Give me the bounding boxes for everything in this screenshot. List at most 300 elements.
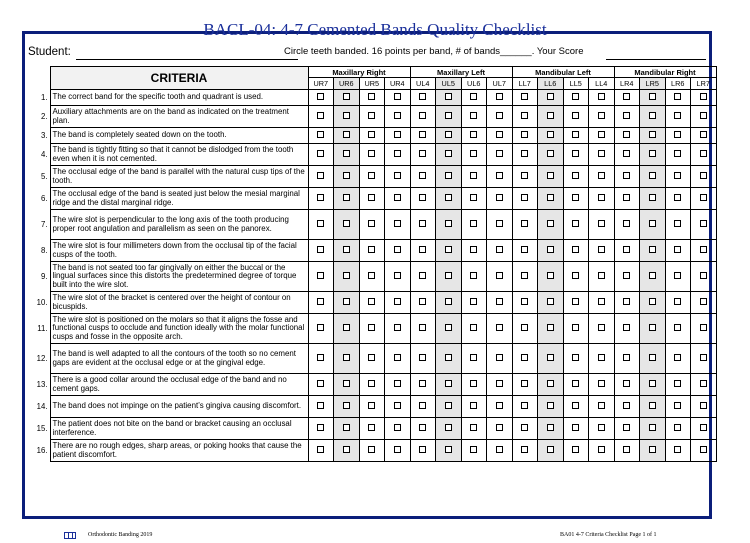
checkbox[interactable] xyxy=(700,446,707,453)
checkbox[interactable] xyxy=(317,112,324,119)
checkbox[interactable] xyxy=(368,194,375,201)
checkbox[interactable] xyxy=(419,380,426,387)
checkbox[interactable] xyxy=(521,324,528,331)
checkbox[interactable] xyxy=(343,446,350,453)
checkbox[interactable] xyxy=(343,112,350,119)
checkbox[interactable] xyxy=(470,194,477,201)
checkbox[interactable] xyxy=(700,131,707,138)
checkbox-cell xyxy=(563,166,589,188)
checkbox[interactable] xyxy=(419,172,426,179)
checkbox[interactable] xyxy=(521,424,528,431)
checkbox[interactable] xyxy=(623,246,630,253)
checkbox[interactable] xyxy=(445,93,452,100)
checkbox-cell xyxy=(385,240,411,262)
checkbox[interactable] xyxy=(572,194,579,201)
checkbox[interactable] xyxy=(649,220,656,227)
checkbox[interactable] xyxy=(394,131,401,138)
checkbox[interactable] xyxy=(674,424,681,431)
checkbox[interactable] xyxy=(368,246,375,253)
checkbox[interactable] xyxy=(547,324,554,331)
checkbox[interactable] xyxy=(445,446,452,453)
checkbox[interactable] xyxy=(343,324,350,331)
checkbox[interactable] xyxy=(368,380,375,387)
checkbox[interactable] xyxy=(317,424,324,431)
checkbox[interactable] xyxy=(368,131,375,138)
checkbox[interactable] xyxy=(598,402,605,409)
checkbox[interactable] xyxy=(317,272,324,279)
checkbox[interactable] xyxy=(598,220,605,227)
checkbox[interactable] xyxy=(317,246,324,253)
checkbox-cell xyxy=(563,344,589,374)
checkbox[interactable] xyxy=(623,272,630,279)
tooth-header[interactable]: UR6 xyxy=(334,78,360,90)
checkbox[interactable] xyxy=(419,272,426,279)
checkbox[interactable] xyxy=(700,298,707,305)
tooth-header[interactable]: LR5 xyxy=(640,78,666,90)
checkbox[interactable] xyxy=(521,150,528,157)
checkbox[interactable] xyxy=(394,220,401,227)
tooth-header[interactable]: LL4 xyxy=(589,78,615,90)
checkbox-cell xyxy=(385,188,411,210)
tooth-header[interactable]: LL6 xyxy=(538,78,564,90)
checkbox[interactable] xyxy=(598,246,605,253)
checkbox[interactable] xyxy=(368,150,375,157)
checkbox[interactable] xyxy=(343,424,350,431)
checkbox[interactable] xyxy=(496,402,503,409)
checkbox[interactable] xyxy=(674,402,681,409)
checkbox[interactable] xyxy=(419,150,426,157)
checkbox[interactable] xyxy=(674,354,681,361)
checkbox[interactable] xyxy=(343,93,350,100)
checkbox[interactable] xyxy=(572,446,579,453)
checkbox[interactable] xyxy=(623,402,630,409)
checkbox[interactable] xyxy=(572,272,579,279)
checkbox[interactable] xyxy=(649,194,656,201)
checkbox-cell xyxy=(589,144,615,166)
checkbox-cell xyxy=(359,262,385,292)
checkbox[interactable] xyxy=(470,424,477,431)
checkbox[interactable] xyxy=(317,380,324,387)
tooth-header[interactable]: LR7 xyxy=(691,78,717,90)
checkbox[interactable] xyxy=(470,402,477,409)
checkbox[interactable] xyxy=(343,131,350,138)
checkbox[interactable] xyxy=(572,112,579,119)
checkbox[interactable] xyxy=(623,424,630,431)
checkbox[interactable] xyxy=(445,194,452,201)
checkbox-cell xyxy=(308,166,334,188)
checkbox[interactable] xyxy=(700,272,707,279)
checkbox[interactable] xyxy=(419,446,426,453)
checkbox[interactable] xyxy=(623,112,630,119)
checkbox[interactable] xyxy=(547,272,554,279)
checkbox[interactable] xyxy=(623,220,630,227)
checkbox[interactable] xyxy=(572,298,579,305)
checkbox[interactable] xyxy=(317,354,324,361)
checkbox[interactable] xyxy=(598,150,605,157)
checkbox[interactable] xyxy=(368,402,375,409)
checkbox[interactable] xyxy=(368,424,375,431)
checkbox-cell xyxy=(334,396,360,418)
checkbox[interactable] xyxy=(317,298,324,305)
checkbox[interactable] xyxy=(419,93,426,100)
checkbox[interactable] xyxy=(623,380,630,387)
checkbox[interactable] xyxy=(419,424,426,431)
checkbox[interactable] xyxy=(623,93,630,100)
checkbox[interactable] xyxy=(700,380,707,387)
checkbox[interactable] xyxy=(547,112,554,119)
checkbox[interactable] xyxy=(496,298,503,305)
checkbox[interactable] xyxy=(598,446,605,453)
checkbox[interactable] xyxy=(368,220,375,227)
score-field[interactable] xyxy=(606,59,706,60)
checkbox[interactable] xyxy=(419,194,426,201)
checkbox-cell xyxy=(665,262,691,292)
checkbox[interactable] xyxy=(419,324,426,331)
checkbox-cell xyxy=(359,240,385,262)
checkbox[interactable] xyxy=(368,93,375,100)
checkbox[interactable] xyxy=(445,354,452,361)
checkbox[interactable] xyxy=(343,172,350,179)
checkbox-cell xyxy=(487,344,513,374)
checkbox[interactable] xyxy=(547,246,554,253)
checkbox[interactable] xyxy=(496,150,503,157)
checkbox[interactable] xyxy=(547,194,554,201)
checkbox[interactable] xyxy=(496,112,503,119)
tooth-header[interactable]: UL7 xyxy=(487,78,513,90)
checkbox[interactable] xyxy=(521,246,528,253)
checkbox[interactable] xyxy=(649,298,656,305)
checkbox[interactable] xyxy=(674,446,681,453)
checkbox[interactable] xyxy=(368,272,375,279)
checkbox[interactable] xyxy=(394,246,401,253)
checkbox[interactable] xyxy=(343,194,350,201)
checkbox-cell xyxy=(691,210,717,240)
tooth-header[interactable]: UR4 xyxy=(385,78,411,90)
checkbox[interactable] xyxy=(343,150,350,157)
checkbox[interactable] xyxy=(317,131,324,138)
checkbox-cell xyxy=(436,396,462,418)
checkbox[interactable] xyxy=(547,424,554,431)
checkbox[interactable] xyxy=(343,246,350,253)
checkbox[interactable] xyxy=(419,354,426,361)
checkbox[interactable] xyxy=(445,131,452,138)
checkbox-cell xyxy=(308,106,334,128)
checkbox[interactable] xyxy=(572,220,579,227)
checkbox[interactable] xyxy=(470,354,477,361)
checkbox[interactable] xyxy=(674,131,681,138)
checkbox[interactable] xyxy=(394,150,401,157)
checkbox[interactable] xyxy=(445,380,452,387)
checkbox[interactable] xyxy=(394,324,401,331)
checkbox[interactable] xyxy=(700,354,707,361)
checkbox[interactable] xyxy=(470,380,477,387)
checkbox[interactable] xyxy=(700,324,707,331)
checkbox[interactable] xyxy=(700,150,707,157)
checkbox[interactable] xyxy=(572,324,579,331)
checkbox[interactable] xyxy=(572,424,579,431)
checkbox[interactable] xyxy=(598,424,605,431)
checkbox[interactable] xyxy=(623,172,630,179)
checkbox-cell xyxy=(385,128,411,144)
checkbox-cell xyxy=(538,210,564,240)
checkbox[interactable] xyxy=(368,324,375,331)
checkbox[interactable] xyxy=(445,112,452,119)
checkbox[interactable] xyxy=(649,93,656,100)
checkbox[interactable] xyxy=(496,324,503,331)
checkbox-cell xyxy=(512,166,538,188)
checkbox[interactable] xyxy=(700,220,707,227)
checkbox[interactable] xyxy=(394,402,401,409)
checkbox[interactable] xyxy=(649,324,656,331)
checkbox[interactable] xyxy=(317,402,324,409)
checkbox[interactable] xyxy=(572,354,579,361)
checkbox[interactable] xyxy=(649,424,656,431)
checkbox[interactable] xyxy=(496,380,503,387)
checkbox[interactable] xyxy=(317,220,324,227)
checkbox[interactable] xyxy=(598,324,605,331)
checkbox[interactable] xyxy=(317,194,324,201)
checkbox[interactable] xyxy=(547,354,554,361)
checkbox[interactable] xyxy=(343,402,350,409)
checkbox[interactable] xyxy=(649,131,656,138)
checkbox[interactable] xyxy=(649,246,656,253)
checkbox[interactable] xyxy=(368,446,375,453)
checkbox[interactable] xyxy=(572,402,579,409)
checkbox[interactable] xyxy=(674,298,681,305)
checkbox[interactable] xyxy=(700,424,707,431)
checkbox[interactable] xyxy=(317,446,324,453)
tooth-header[interactable]: LL5 xyxy=(563,78,589,90)
checkbox[interactable] xyxy=(343,354,350,361)
checkbox[interactable] xyxy=(343,380,350,387)
checkbox[interactable] xyxy=(598,272,605,279)
checkbox[interactable] xyxy=(419,112,426,119)
checkbox[interactable] xyxy=(521,298,528,305)
checkbox[interactable] xyxy=(394,424,401,431)
checkbox[interactable] xyxy=(470,220,477,227)
checkbox[interactable] xyxy=(623,150,630,157)
checkbox[interactable] xyxy=(547,93,554,100)
checkbox[interactable] xyxy=(623,446,630,453)
checkbox[interactable] xyxy=(445,424,452,431)
checkbox[interactable] xyxy=(700,194,707,201)
checkbox-cell xyxy=(614,166,640,188)
checkbox-cell xyxy=(487,262,513,292)
checkbox[interactable] xyxy=(496,220,503,227)
checkbox[interactable] xyxy=(649,150,656,157)
checkbox[interactable] xyxy=(317,150,324,157)
checkbox[interactable] xyxy=(496,194,503,201)
checkbox[interactable] xyxy=(521,446,528,453)
checkbox[interactable] xyxy=(419,131,426,138)
checkbox[interactable] xyxy=(394,272,401,279)
checkbox[interactable] xyxy=(394,380,401,387)
checkbox[interactable] xyxy=(368,172,375,179)
checkbox[interactable] xyxy=(572,246,579,253)
checkbox[interactable] xyxy=(547,380,554,387)
checkbox[interactable] xyxy=(623,194,630,201)
checkbox[interactable] xyxy=(368,354,375,361)
criteria-number: 10. xyxy=(36,298,48,307)
checkbox[interactable] xyxy=(674,220,681,227)
checkbox[interactable] xyxy=(623,354,630,361)
checkbox[interactable] xyxy=(317,93,324,100)
tooth-header[interactable]: UR7 xyxy=(308,78,334,90)
checkbox[interactable] xyxy=(700,246,707,253)
student-name-field[interactable] xyxy=(76,59,298,60)
checkbox[interactable] xyxy=(445,150,452,157)
criteria-text: The band is not seated too far gingivally on either the buccal or the lingual surfaces since this distorts the predetermined degree of torque built into the wire slot. xyxy=(50,262,308,292)
checkbox[interactable] xyxy=(445,298,452,305)
criteria-text: There is a good collar around the occlusal edge of the band and no cement gaps. xyxy=(50,374,308,396)
checkbox[interactable] xyxy=(598,93,605,100)
checkbox[interactable] xyxy=(445,402,452,409)
checkbox[interactable] xyxy=(496,131,503,138)
checkbox[interactable] xyxy=(623,131,630,138)
tooth-header[interactable]: LL7 xyxy=(512,78,538,90)
checkbox[interactable] xyxy=(521,220,528,227)
checkbox[interactable] xyxy=(394,112,401,119)
checkbox[interactable] xyxy=(547,150,554,157)
checkbox[interactable] xyxy=(445,246,452,253)
checkbox[interactable] xyxy=(674,380,681,387)
checkbox[interactable] xyxy=(521,402,528,409)
checkbox[interactable] xyxy=(470,298,477,305)
checkbox[interactable] xyxy=(445,324,452,331)
checkbox[interactable] xyxy=(394,446,401,453)
checkbox[interactable] xyxy=(572,131,579,138)
checkbox[interactable] xyxy=(394,298,401,305)
checkbox[interactable] xyxy=(674,272,681,279)
criteria-row xyxy=(26,210,716,240)
checkbox[interactable] xyxy=(572,93,579,100)
checkbox[interactable] xyxy=(470,172,477,179)
checkbox[interactable] xyxy=(700,112,707,119)
checkbox[interactable] xyxy=(598,298,605,305)
checkbox[interactable] xyxy=(368,298,375,305)
checkbox[interactable] xyxy=(394,172,401,179)
checkbox[interactable] xyxy=(547,402,554,409)
checkbox[interactable] xyxy=(496,446,503,453)
checkbox[interactable] xyxy=(496,424,503,431)
tooth-header[interactable]: UL6 xyxy=(461,78,487,90)
checkbox[interactable] xyxy=(394,194,401,201)
checkbox[interactable] xyxy=(496,93,503,100)
checkbox[interactable] xyxy=(445,220,452,227)
checkbox[interactable] xyxy=(623,298,630,305)
checkbox[interactable] xyxy=(496,354,503,361)
checkbox[interactable] xyxy=(368,112,375,119)
checkbox[interactable] xyxy=(470,93,477,100)
checkbox-cell xyxy=(359,128,385,144)
checkbox[interactable] xyxy=(674,93,681,100)
checkbox[interactable] xyxy=(700,172,707,179)
tooth-header[interactable]: UR5 xyxy=(359,78,385,90)
checkbox[interactable] xyxy=(470,246,477,253)
checkbox[interactable] xyxy=(521,131,528,138)
checkbox[interactable] xyxy=(547,446,554,453)
checkbox[interactable] xyxy=(521,112,528,119)
checkbox[interactable] xyxy=(419,220,426,227)
checkbox[interactable] xyxy=(598,172,605,179)
checkbox[interactable] xyxy=(445,272,452,279)
checkbox[interactable] xyxy=(598,194,605,201)
checkbox[interactable] xyxy=(700,93,707,100)
checkbox[interactable] xyxy=(547,298,554,305)
tooth-header[interactable]: LR4 xyxy=(614,78,640,90)
checkbox[interactable] xyxy=(521,354,528,361)
checkbox[interactable] xyxy=(521,93,528,100)
tooth-header[interactable]: UL4 xyxy=(410,78,436,90)
checkbox-cell xyxy=(538,166,564,188)
checkbox[interactable] xyxy=(317,324,324,331)
checkbox[interactable] xyxy=(470,131,477,138)
checkbox[interactable] xyxy=(343,220,350,227)
checkbox[interactable] xyxy=(521,380,528,387)
checkbox[interactable] xyxy=(674,194,681,201)
checkbox[interactable] xyxy=(496,246,503,253)
checkbox[interactable] xyxy=(547,131,554,138)
checkbox[interactable] xyxy=(598,380,605,387)
checkbox[interactable] xyxy=(649,446,656,453)
checkbox[interactable] xyxy=(521,272,528,279)
tooth-header[interactable]: UL5 xyxy=(436,78,462,90)
checkbox[interactable] xyxy=(394,93,401,100)
checkbox[interactable] xyxy=(649,172,656,179)
checkbox[interactable] xyxy=(496,272,503,279)
checkbox-cell xyxy=(308,240,334,262)
checkbox[interactable] xyxy=(496,172,503,179)
checkbox[interactable] xyxy=(598,112,605,119)
checkbox[interactable] xyxy=(419,246,426,253)
checkbox[interactable] xyxy=(700,402,707,409)
checkbox[interactable] xyxy=(394,354,401,361)
checkbox[interactable] xyxy=(674,150,681,157)
checkbox[interactable] xyxy=(674,324,681,331)
checkbox[interactable] xyxy=(445,172,452,179)
checkbox[interactable] xyxy=(674,112,681,119)
checkbox[interactable] xyxy=(343,298,350,305)
checkbox[interactable] xyxy=(674,172,681,179)
checkbox[interactable] xyxy=(572,380,579,387)
checkbox[interactable] xyxy=(419,298,426,305)
tooth-header[interactable]: LR6 xyxy=(665,78,691,90)
checkbox[interactable] xyxy=(623,324,630,331)
checkbox[interactable] xyxy=(419,402,426,409)
checkbox[interactable] xyxy=(317,172,324,179)
checkbox[interactable] xyxy=(649,402,656,409)
checkbox[interactable] xyxy=(649,354,656,361)
checkbox[interactable] xyxy=(521,172,528,179)
checkbox[interactable] xyxy=(470,150,477,157)
checkbox[interactable] xyxy=(521,194,528,201)
checkbox[interactable] xyxy=(598,354,605,361)
checkbox[interactable] xyxy=(572,150,579,157)
checkbox[interactable] xyxy=(649,380,656,387)
checkbox[interactable] xyxy=(470,272,477,279)
checkbox[interactable] xyxy=(674,246,681,253)
checkbox[interactable] xyxy=(343,272,350,279)
checkbox[interactable] xyxy=(649,272,656,279)
checkbox[interactable] xyxy=(470,446,477,453)
checkbox[interactable] xyxy=(649,112,656,119)
checkbox[interactable] xyxy=(598,131,605,138)
checkbox[interactable] xyxy=(470,324,477,331)
checkbox[interactable] xyxy=(547,220,554,227)
checkbox[interactable] xyxy=(547,172,554,179)
checkbox[interactable] xyxy=(572,172,579,179)
checkbox[interactable] xyxy=(470,112,477,119)
